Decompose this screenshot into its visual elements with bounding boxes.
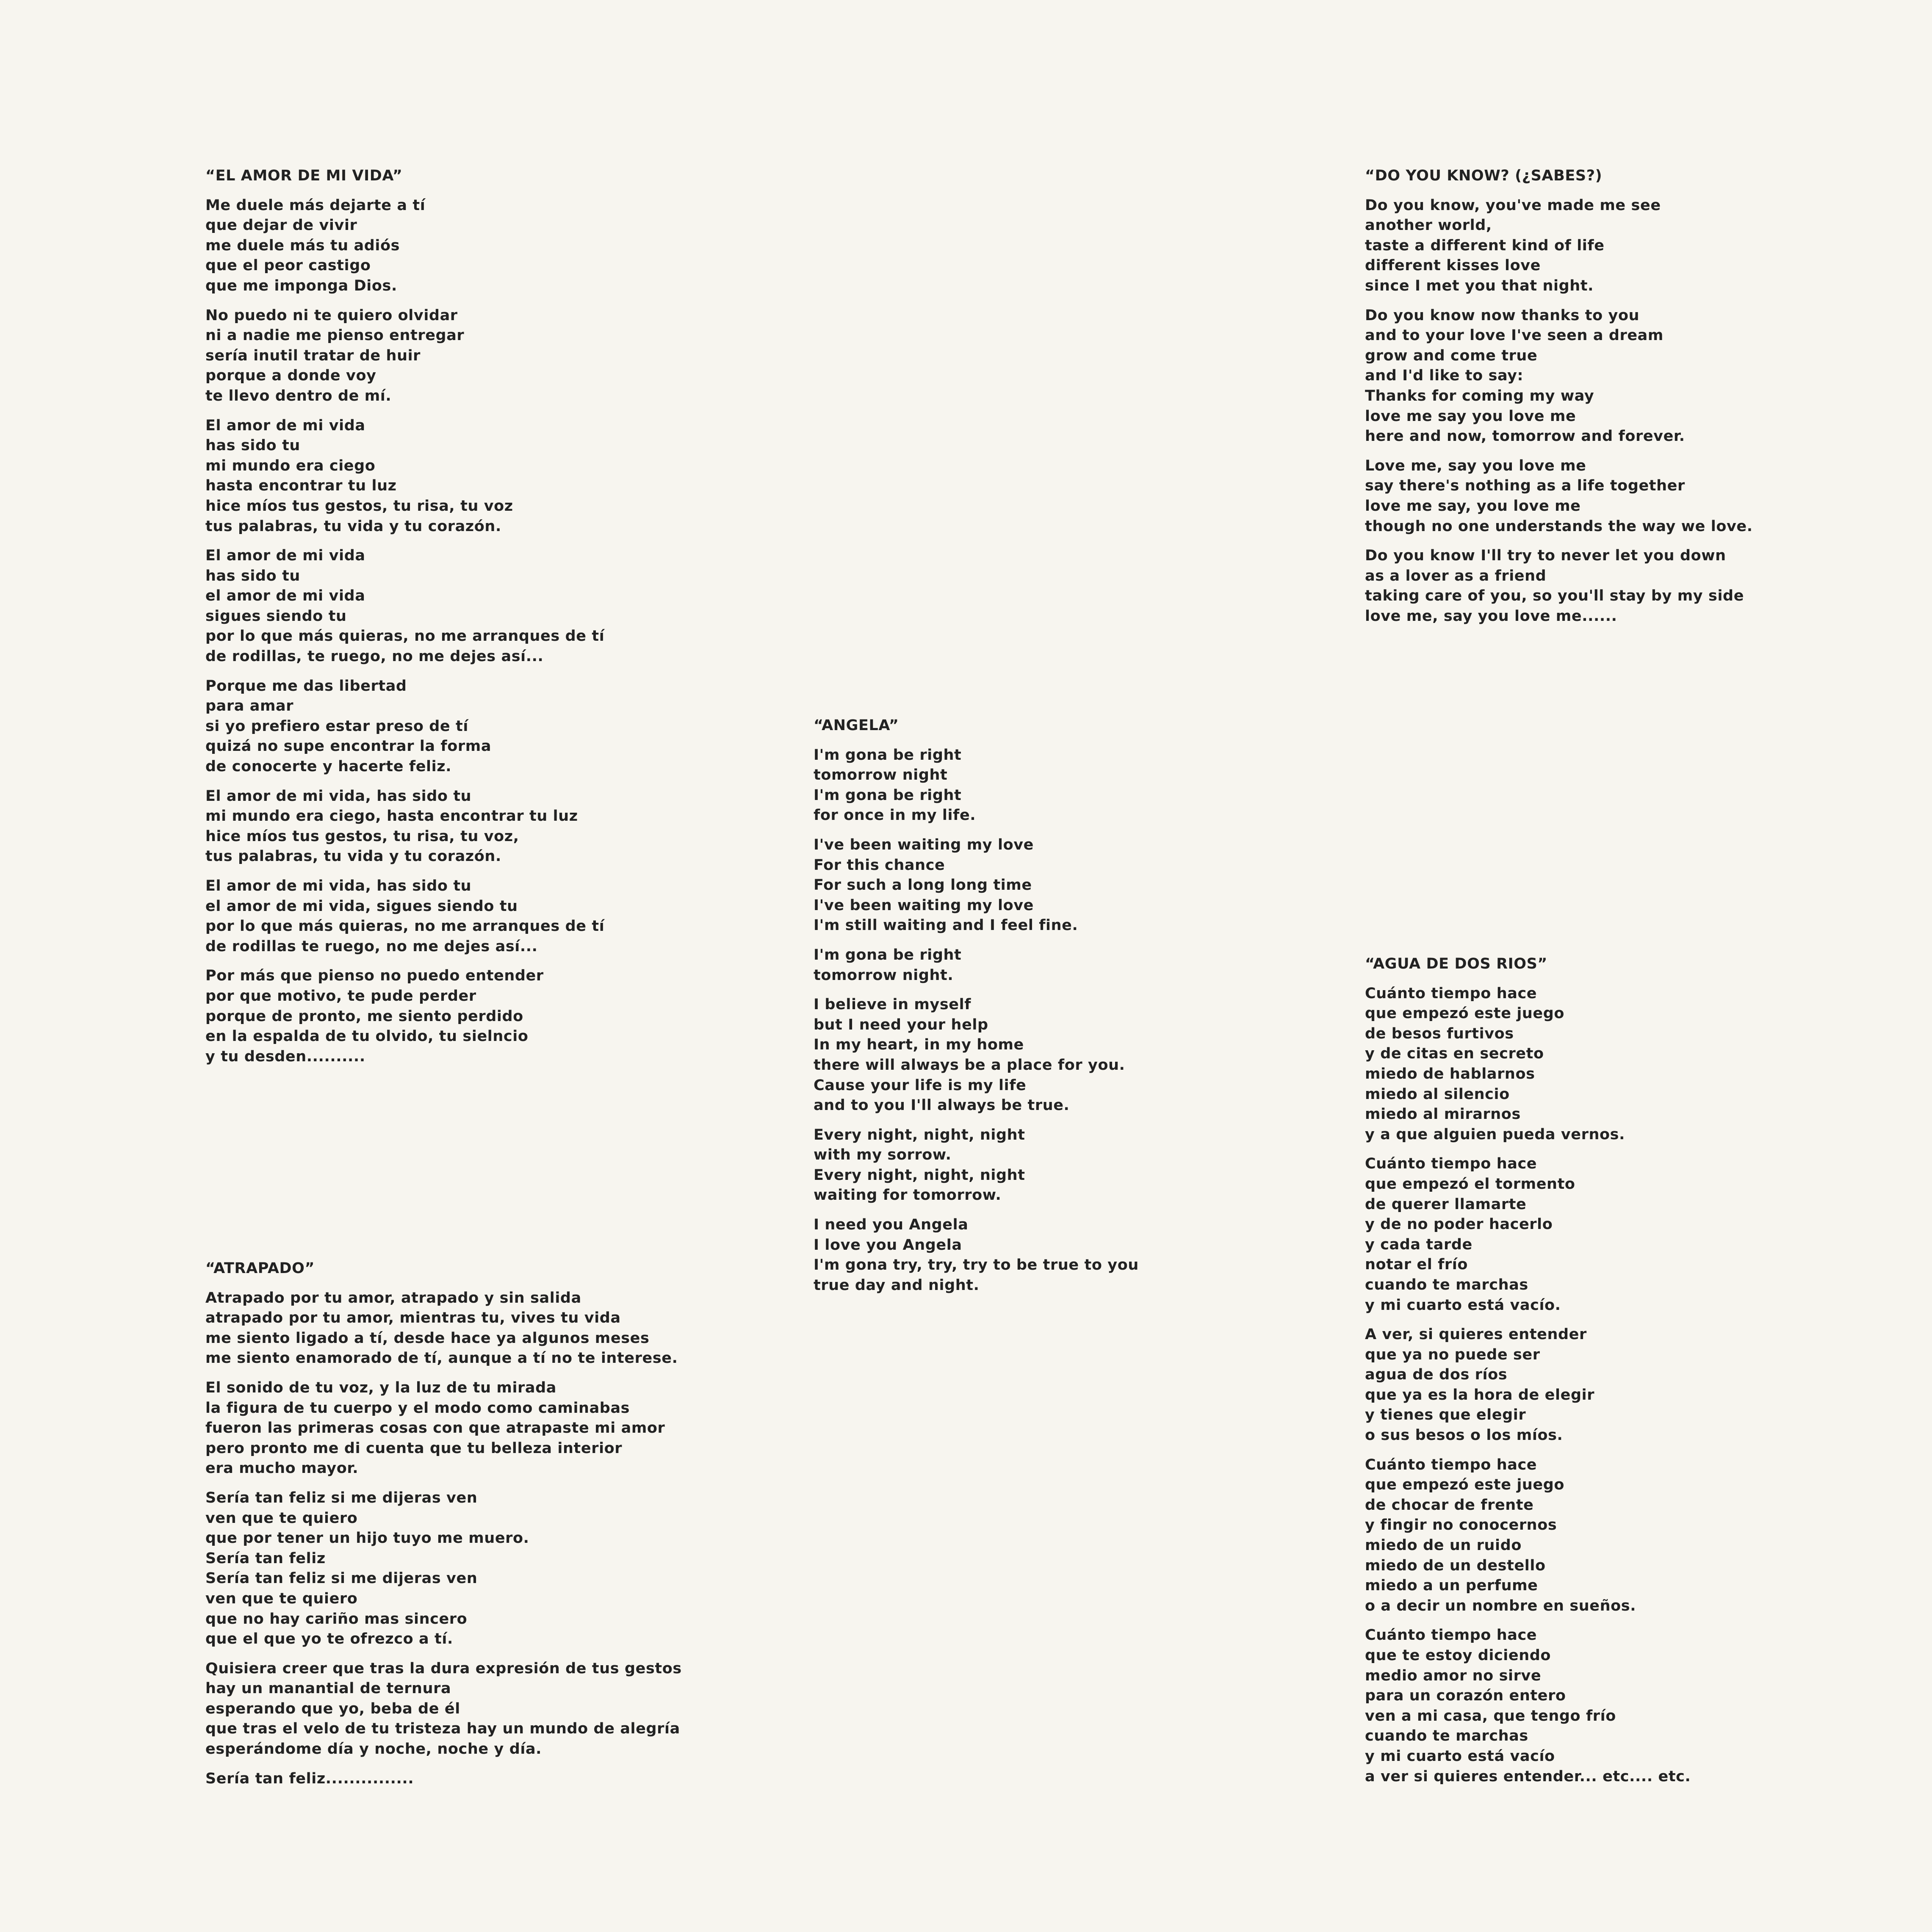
lyric-line: miedo de un destello (1365, 1557, 1546, 1574)
lyric-line: tus palabras, tu vida y tu corazón. (205, 848, 501, 865)
lyric-line: notar el frío (1365, 1256, 1468, 1273)
song-atrapado (205, 1259, 682, 1798)
lyric-line: I'm gona be right (814, 786, 962, 804)
lyric-line: que el peor castigo (205, 257, 371, 274)
stanza (205, 1378, 682, 1479)
lyric-line: I've been waiting my love (814, 836, 1034, 853)
stanza (1365, 196, 1753, 296)
lyric-line: I believe in myself (814, 996, 972, 1013)
lyric-line: but I need your help (814, 1016, 988, 1033)
lyric-line: el amor de mi vida (205, 587, 365, 605)
lyric-line: Every night, night, night (814, 1126, 1025, 1143)
stanza (814, 1215, 1139, 1295)
lyric-line: say there's nothing as a life together (1365, 477, 1685, 495)
stanza (1365, 456, 1753, 537)
lyric-line: For this chance (814, 856, 945, 874)
song-agua-de-dos-rios (1365, 954, 1691, 1796)
lyric-line: A ver, si quieres entender (1365, 1326, 1587, 1343)
lyric-line: Sería tan feliz............... (205, 1770, 414, 1787)
stanza (205, 966, 604, 1067)
lyric-line: miedo al silencio (1365, 1085, 1510, 1103)
song-do-you-know (1365, 166, 1753, 636)
lyric-line: agua de dos ríos (1365, 1366, 1508, 1384)
lyric-line: Cuánto tiempo hace (1365, 1155, 1537, 1173)
lyric-line: me siento ligado a tí, desde hace ya algunos meses (205, 1329, 650, 1347)
song-el-amor-de-mi-vida (205, 166, 604, 1076)
lyric-line: Cuánto tiempo hace (1365, 1456, 1537, 1473)
stanza (1365, 306, 1753, 447)
stanza (205, 1288, 682, 1369)
lyric-line: different kisses love (1365, 257, 1541, 274)
song-title: “AGUA DE DOS RIOS” (1365, 955, 1548, 972)
lyric-line: hice míos tus gestos, tu risa, tu voz (205, 497, 513, 515)
song-angela (814, 716, 1139, 1305)
lyric-line: o sus besos o los míos. (1365, 1427, 1563, 1444)
lyric-line: for once in my life. (814, 807, 976, 824)
lyric-line: esperando que yo, beba de él (205, 1700, 460, 1717)
lyric-line: another world, (1365, 217, 1492, 234)
lyric-line: quizá no supe encontrar la forma (205, 738, 492, 755)
song-title: “DO YOU KNOW? (¿SABES?) (1365, 167, 1603, 184)
lyric-line: cuando te marchas (1365, 1727, 1528, 1745)
lyric-line: si yo prefiero estar preso de tí (205, 717, 468, 735)
lyric-line: y mi cuarto está vacío (1365, 1747, 1555, 1765)
lyric-line: has sido tu (205, 437, 300, 454)
lyric-line: y de citas en secreto (1365, 1045, 1544, 1063)
lyric-line: que empezó este juego (1365, 1005, 1565, 1022)
lyric-line: No puedo ni te quiero olvidar (205, 307, 458, 324)
lyric-line: te llevo dentro de mí. (205, 387, 392, 404)
stanza (814, 835, 1139, 936)
lyric-line: sería inutil tratar de huir (205, 347, 421, 364)
stanza (814, 1125, 1139, 1206)
lyric-line: era mucho mayor. (205, 1460, 359, 1477)
lyric-line: ven que te quiero (205, 1509, 358, 1527)
song-title: “ATRAPADO” (205, 1260, 315, 1277)
lyric-line: El sonido de tu voz, y la luz de tu mirada (205, 1379, 556, 1396)
lyric-line: esperándome día y noche, noche y día. (205, 1741, 542, 1758)
lyric-line: El amor de mi vida, has sido tu (205, 877, 472, 894)
stanza (205, 676, 604, 777)
lyric-line: por lo que más quieras, no me arranques de tí (205, 918, 605, 935)
lyric-line: y a que alguien pueda vernos. (1365, 1126, 1625, 1143)
lyric-line: I need you Angela (814, 1216, 969, 1234)
lyric-line: Me duele más dejarte a tí (205, 197, 426, 214)
lyric-line: taking care of you, so you'll stay by my side (1365, 587, 1744, 605)
lyric-line: I'm gona try, try, try to be true to you (814, 1257, 1139, 1274)
lyric-line: In my heart, in my home (814, 1036, 1024, 1054)
lyric-line: Cuánto tiempo hace (1365, 1627, 1537, 1644)
lyric-line: as a lover as a friend (1365, 567, 1547, 584)
lyric-line: miedo a un perfume (1365, 1577, 1538, 1594)
lyric-line: a ver si quieres entender... etc.... etc. (1365, 1768, 1691, 1785)
lyric-line: pero pronto me di cuenta que tu belleza interior (205, 1439, 623, 1457)
lyric-line: ven que te quiero (205, 1590, 358, 1607)
lyric-line: love me say, you love me (1365, 497, 1581, 515)
lyric-line: y fingir no conocernos (1365, 1517, 1557, 1534)
stanza (205, 546, 604, 667)
lyric-line: por lo que más quieras, no me arranques de tí (205, 628, 605, 645)
lyric-line: Do you know now thanks to you (1365, 307, 1640, 324)
lyric-line: me duele más tu adiós (205, 237, 400, 254)
stanza (814, 945, 1139, 985)
song-title: “EL AMOR DE MI VIDA” (205, 167, 403, 184)
lyric-line: I'm gona be right (814, 746, 962, 764)
lyric-line: tomorrow night. (814, 966, 954, 984)
lyric-line: la figura de tu cuerpo y el modo como caminabas (205, 1399, 630, 1417)
lyric-line: o a decir un nombre en sueños. (1365, 1597, 1636, 1614)
lyric-line: hay un manantial de ternura (205, 1680, 451, 1697)
lyric-line: de besos furtivos (1365, 1025, 1514, 1042)
lyric-line: para amar (205, 698, 294, 715)
stanza (205, 306, 604, 407)
lyric-line: Sería tan feliz si me dijeras ven (205, 1489, 478, 1506)
lyric-line: Sería tan feliz (205, 1550, 326, 1567)
lyric-line: cuando te marchas (1365, 1276, 1528, 1293)
lyric-line: Atrapado por tu amor, atrapado y sin salida (205, 1289, 581, 1306)
stanza (1365, 1325, 1691, 1446)
stanza (1365, 1154, 1691, 1315)
lyric-line: I've been waiting my love (814, 897, 1034, 914)
lyric-line: Cause your life is my life (814, 1077, 1027, 1094)
lyric-line: el amor de mi vida, sigues siendo tu (205, 897, 518, 915)
lyric-line: que tras el velo de tu tristeza hay un mundo de alegría (205, 1720, 680, 1738)
stanza (814, 995, 1139, 1116)
lyric-line: Thanks for coming my way (1365, 387, 1594, 404)
lyric-line: que te estoy diciendo (1365, 1647, 1551, 1664)
lyric-line: Porque me das libertad (205, 677, 407, 695)
lyric-line: here and now, tomorrow and forever. (1365, 428, 1685, 445)
stanza (205, 876, 604, 957)
stanza (205, 786, 604, 867)
lyric-line: de rodillas, te ruego, no me dejes así... (205, 648, 544, 665)
lyric-line: y cada tarde (1365, 1236, 1473, 1253)
lyric-line: ni a nadie me pienso entregar (205, 327, 465, 344)
lyric-line: atrapado por tu amor, mientras tu, vives tu vida (205, 1309, 621, 1327)
lyric-line: porque de pronto, me siento perdido (205, 1008, 523, 1025)
lyric-line: grow and come true (1365, 347, 1538, 364)
lyric-line: ven a mi casa, que tengo frío (1365, 1707, 1616, 1724)
stanza (814, 745, 1139, 826)
lyric-line: que ya no puede ser (1365, 1346, 1540, 1363)
stanza (1365, 546, 1753, 626)
lyric-line: has sido tu (205, 567, 300, 584)
lyric-line: though no one understands the way we love. (1365, 518, 1753, 535)
stanza (1365, 1625, 1691, 1787)
lyric-line: que no hay cariño mas sincero (205, 1610, 468, 1628)
lyric-line: fueron las primeras cosas con que atrapaste mi amor (205, 1420, 665, 1437)
lyric-line: Por más que pienso no puedo entender (205, 967, 544, 985)
lyric-line: que empezó el tormento (1365, 1175, 1575, 1193)
lyric-line: Quisiera creer que tras la dura expresión de tus gestos (205, 1660, 682, 1677)
lyric-line: Sería tan feliz si me dijeras ven (205, 1570, 478, 1587)
lyric-line: me siento enamorado de tí, aunque a tí no te interese. (205, 1350, 678, 1367)
lyric-line: true day and night. (814, 1276, 980, 1294)
lyric-line: and to your love I've seen a dream (1365, 327, 1664, 344)
lyric-line: tus palabras, tu vida y tu corazón. (205, 518, 501, 535)
lyric-line: I'm gona be right (814, 946, 962, 963)
lyric-line: sigues siendo tu (205, 607, 347, 625)
stanza (1365, 1455, 1691, 1616)
lyric-line: Love me, say you love me (1365, 457, 1586, 474)
lyric-line: love me say you love me (1365, 407, 1576, 425)
lyric-line: I'm still waiting and I feel fine. (814, 917, 1078, 934)
lyric-line: hasta encontrar tu luz (205, 477, 397, 495)
lyric-line: El amor de mi vida (205, 547, 365, 565)
lyric-line: Do you know, you've made me see (1365, 197, 1661, 214)
lyric-line: El amor de mi vida, has sido tu (205, 787, 472, 805)
lyric-line: since I met you that night. (1365, 277, 1594, 294)
lyric-line: miedo de un ruido (1365, 1537, 1522, 1554)
lyric-line: de querer llamarte (1365, 1196, 1527, 1213)
lyric-line: tomorrow night (814, 767, 948, 784)
lyric-line: and to you I'll always be true. (814, 1097, 1070, 1114)
lyric-line: with my sorrow. (814, 1146, 952, 1164)
lyric-line: porque a donde voy (205, 367, 376, 385)
stanza (1365, 984, 1691, 1145)
lyric-line: que me imponga Dios. (205, 277, 397, 294)
lyric-line: que ya es la hora de elegir (1365, 1386, 1595, 1403)
lyric-line: For such a long long time (814, 877, 1032, 894)
lyric-line: hice míos tus gestos, tu risa, tu voz, (205, 828, 519, 845)
lyric-line: y tienes que elegir (1365, 1406, 1526, 1424)
lyric-line: miedo al mirarnos (1365, 1106, 1521, 1123)
lyric-line: y de no poder hacerlo (1365, 1216, 1553, 1233)
lyric-line: waiting for tomorrow. (814, 1187, 1002, 1204)
lyric-line: El amor de mi vida (205, 417, 365, 434)
stanza (205, 1488, 682, 1650)
lyric-line: and I'd like to say: (1365, 367, 1524, 385)
lyric-line: I love you Angela (814, 1236, 962, 1254)
lyric-line: de rodillas te ruego, no me dejes así... (205, 938, 538, 955)
lyric-line: Cuánto tiempo hace (1365, 985, 1537, 1002)
lyric-line: y mi cuarto está vacío. (1365, 1296, 1561, 1314)
lyric-line: para un corazón entero (1365, 1687, 1566, 1705)
lyric-line: en la espalda de tu olvido, tu sielncio (205, 1028, 529, 1045)
lyric-line: de chocar de frente (1365, 1496, 1534, 1514)
lyric-line: love me, say you love me...... (1365, 607, 1617, 625)
lyric-line: Do you know I'll try to never let you down (1365, 547, 1726, 565)
lyric-line: mi mundo era ciego (205, 457, 376, 474)
song-title: “ANGELA” (814, 717, 899, 734)
lyric-line: por que motivo, te pude perder (205, 987, 476, 1005)
stanza (205, 1659, 682, 1760)
lyric-line: there will always be a place for you. (814, 1056, 1125, 1074)
stanza (205, 196, 604, 296)
lyric-line: que el que yo te ofrezco a tí. (205, 1630, 453, 1648)
lyric-line: miedo de hablarnos (1365, 1065, 1535, 1082)
lyric-line: de conocerte y hacerte feliz. (205, 758, 452, 775)
stanza (205, 1769, 682, 1789)
stanza (205, 416, 604, 537)
lyric-line: que dejar de vivir (205, 217, 357, 234)
lyric-line: medio amor no sirve (1365, 1667, 1542, 1684)
lyric-line: que por tener un hijo tuyo me muero. (205, 1530, 529, 1547)
lyric-line: y tu desden.......... (205, 1048, 365, 1065)
lyric-line: que empezó este juego (1365, 1476, 1565, 1494)
lyric-line: mi mundo era ciego, hasta encontrar tu luz (205, 808, 578, 825)
lyric-line: Every night, night, night (814, 1166, 1025, 1184)
lyric-line: taste a different kind of life (1365, 237, 1605, 254)
